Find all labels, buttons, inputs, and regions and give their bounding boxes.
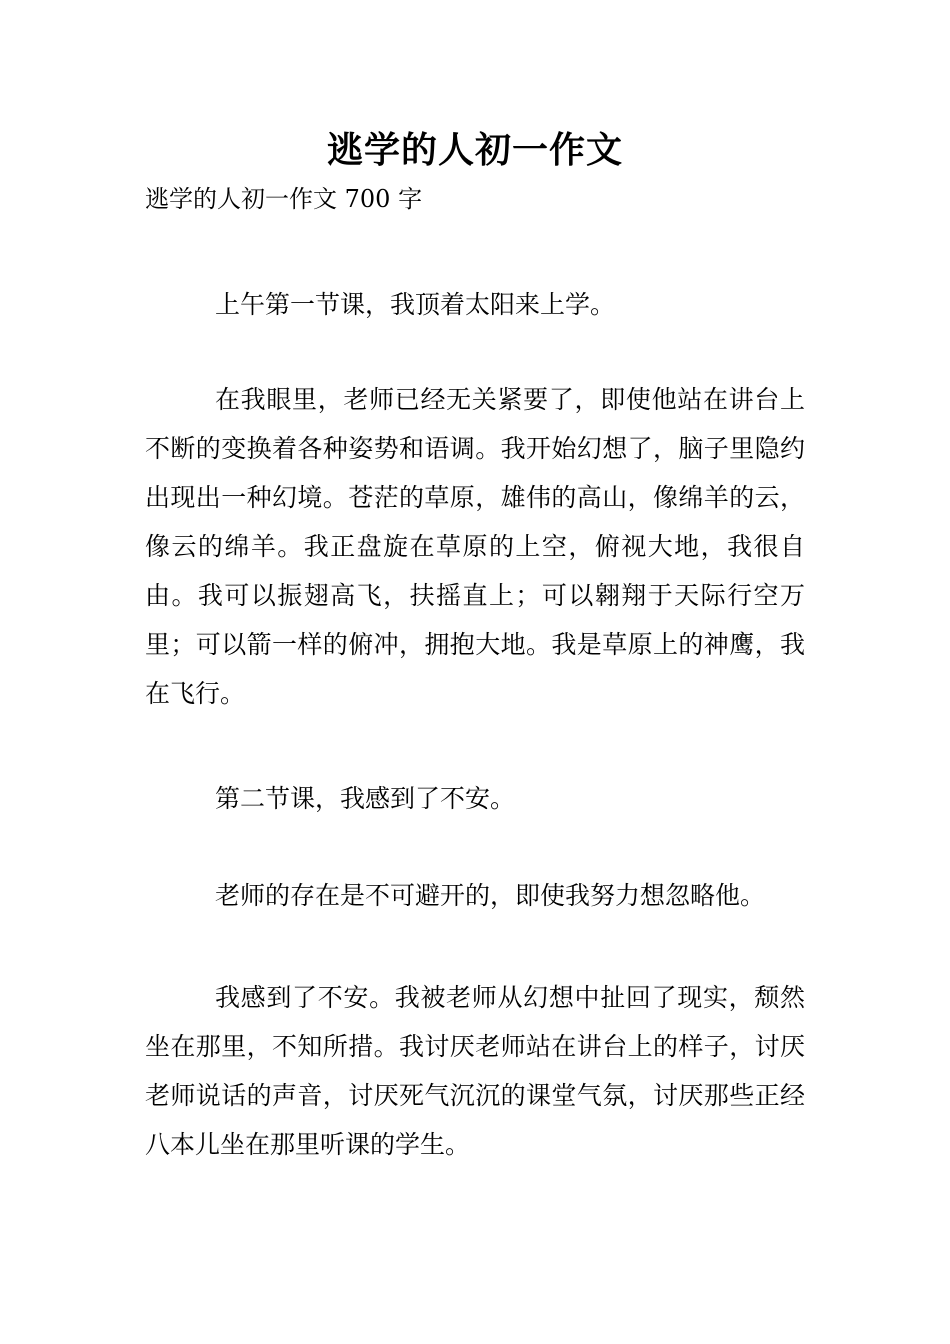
paragraph-2: 在我眼里，老师已经无关紧要了，即使他站在讲台上不断的变换着各种姿势和语调。我开始幻想了，脑子里隐约出现出一种幻境。苍茫的草原，雄伟的高山，像绵羊的云，像云的绵羊。我正盘旋在草原的上空，俯视大地，我很自由。我可以振翅高飞，扶摇直上；可以翱翔于天际行空万里；可以箭一样的俯冲，拥抱大地。我是草原上的神鹰，我在飞行。 bbox=[145, 385, 805, 708]
paragraph-1: 上午第一节课，我顶着太阳来上学。 bbox=[215, 290, 616, 319]
document-title: 逃学的人初一作文 bbox=[326, 129, 623, 171]
document-subtitle: 逃学的人初一作文 700 字 bbox=[145, 185, 423, 213]
paragraph-5: 我感到了不安。我被老师从幻想中扯回了现实，颓然坐在那里，不知所措。我讨厌老师站在讲台上的样子，讨厌老师说话的声音，讨厌死气沉沉的课堂气氛，讨厌那些正经八本儿坐在那里听课的学生。 bbox=[145, 983, 805, 1159]
paragraph-3: 第二节课，我感到了不安。 bbox=[215, 784, 516, 813]
paragraph-4: 老师的存在是不可避开的，即使我努力想忽略他。 bbox=[215, 881, 766, 910]
